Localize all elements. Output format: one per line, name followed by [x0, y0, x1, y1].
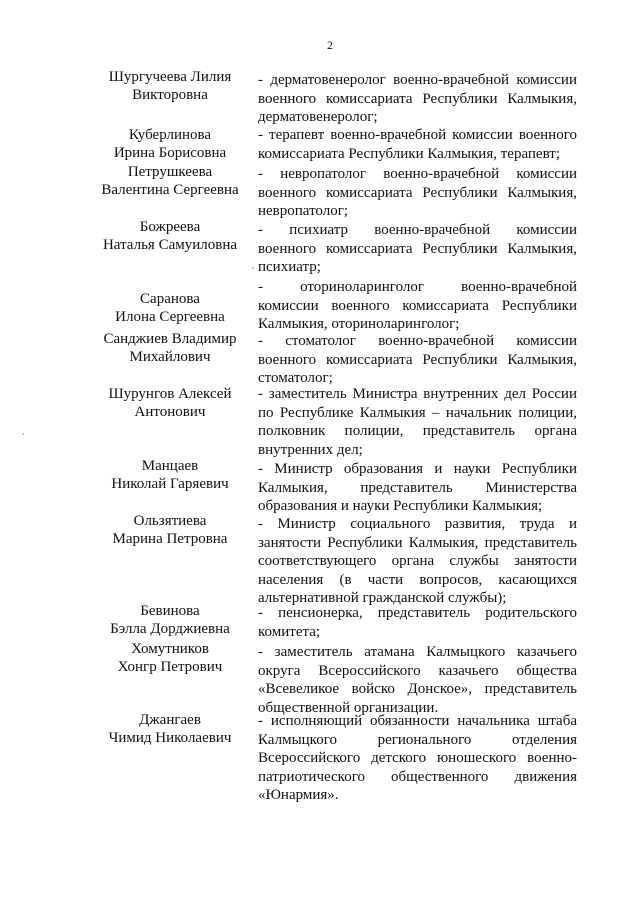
role-line: невропатолог;	[258, 203, 349, 219]
role-line: - заместитель Министра внутренних дел России	[258, 386, 577, 402]
member-role	[258, 385, 577, 459]
role-line: психиатр;	[258, 259, 321, 275]
member-role	[258, 604, 577, 641]
role-line: занятости Республики Калмыкия, представитель	[258, 534, 577, 551]
role-line: стоматолог;	[258, 370, 333, 386]
role-line: общественной организации.	[258, 699, 439, 716]
role-line: комиссии военного комиссариата Республики	[258, 297, 577, 314]
member-given-line: Михайлович	[129, 349, 211, 365]
member-name	[80, 385, 260, 421]
member-given-line: Викторовна	[132, 87, 208, 103]
member-given-line: Ирина Борисовна	[113, 145, 227, 161]
member-given-line: Наталья Самуиловна	[102, 237, 238, 253]
member-given-line: Бэлла Дорджиевна	[110, 621, 230, 637]
member-given-line: Хонгр Петрович	[117, 659, 223, 675]
member-role	[258, 126, 577, 163]
role-line: Калмыцкого регионального отделения	[258, 731, 577, 748]
member-surname-line: Шургучеева Лилия	[108, 69, 232, 85]
member-surname-line: Саранова	[140, 291, 200, 307]
role-line: - Министр образования и науки Республики	[258, 461, 577, 477]
role-line: комиссариата Республики Калмыкия, терапевт;	[258, 145, 561, 162]
member-given-line: Валентина Сергеевна	[101, 182, 239, 198]
role-line: округа Всероссийского казачьего общества	[258, 662, 577, 679]
member-name	[80, 290, 260, 326]
role-line: - стоматолог военно-врачебной комиссии	[258, 333, 577, 349]
member-surname-line: Хомутников	[131, 641, 209, 657]
member-surname-line: Петрушкеева	[127, 164, 213, 180]
member-role	[258, 712, 577, 805]
member-role	[258, 221, 577, 277]
member-given-line: Илона Сергеевна	[115, 309, 225, 325]
member-surname-line: Куберлинова	[128, 127, 212, 143]
member-surname-line: Шурунгов Алексей	[108, 386, 232, 402]
member-role	[258, 165, 577, 221]
member-role	[258, 643, 577, 717]
member-role	[258, 278, 577, 334]
role-line: военного комиссариата Республики Калмыкия,	[258, 90, 577, 107]
role-line: - невропатолог военно-врачебной комиссии	[258, 166, 577, 182]
role-line: - дерматовенеролог военно-врачебной комиссии	[258, 72, 577, 88]
role-line: соответствующего органа службы занятости	[258, 553, 577, 569]
page-number: 2	[327, 38, 333, 52]
role-line: - пенсионерка, представитель родительского	[258, 605, 577, 621]
role-line: - оториноларинголог военно-врачебной	[258, 279, 577, 295]
member-surname-line: Божреева	[139, 219, 201, 235]
member-name	[80, 512, 260, 548]
member-name	[80, 330, 260, 366]
role-line: патриотического общественного движения	[258, 768, 577, 785]
member-name	[80, 640, 260, 676]
member-role	[258, 71, 577, 127]
role-line: полковник полиции, представитель органа	[258, 423, 577, 439]
role-line: военного комиссариата Республики Калмыкия,	[258, 240, 577, 257]
member-given-line: Марина Петровна	[112, 531, 228, 547]
role-line: - психиатр военно-врачебной комиссии	[258, 222, 577, 238]
role-line: дерматовенеролог;	[258, 109, 378, 125]
role-line: «Юнармия».	[258, 787, 339, 803]
member-name	[80, 163, 260, 199]
member-role	[258, 332, 577, 388]
member-given-line: Чимид Николаевич	[108, 730, 232, 746]
role-line: - исполняющий обязанности начальника штаба	[258, 713, 577, 729]
member-role	[258, 515, 577, 608]
role-line: образования и науки Республики Калмыкия;	[258, 498, 543, 514]
member-name	[80, 126, 260, 162]
role-line: Калмыкия, оториноларинголог;	[258, 316, 460, 332]
scan-speck	[22, 433, 24, 435]
member-surname-line: Санджиев Владимир	[103, 331, 237, 347]
member-given-line: Антонович	[134, 404, 206, 420]
member-given-line: Николай Гаряевич	[111, 476, 229, 492]
scan-speck	[252, 267, 254, 269]
member-name	[80, 711, 260, 747]
member-name	[80, 68, 260, 104]
role-line: по Республике Калмыкия – начальник полиции,	[258, 404, 577, 421]
role-line: «Всевеликое войско Донское», представитель	[258, 681, 577, 697]
role-line: внутренних дел;	[258, 441, 363, 458]
role-line: населения (в части вопросов, касающихся	[258, 571, 577, 588]
member-surname-line: Джангаев	[139, 712, 201, 728]
member-surname-line: Ользятиева	[133, 513, 207, 529]
role-line: Всероссийского детского юношеского военно-	[258, 750, 577, 766]
role-line: военного комиссариата Республики Калмыкия,	[258, 184, 577, 201]
member-surname-line: Бевинова	[140, 603, 200, 619]
role-line: военного комиссариата Республики Калмыкия,	[258, 351, 577, 368]
member-name	[80, 457, 260, 493]
member-role	[258, 460, 577, 516]
member-name	[80, 218, 260, 254]
role-line: - терапевт военно-врачебной комиссии военного	[258, 127, 577, 143]
role-line: комитета;	[258, 623, 321, 640]
role-line: - заместитель атамана Калмыцкого казачьего	[258, 644, 577, 660]
role-line: Калмыкия, представитель Министерства	[258, 479, 577, 496]
member-surname-line: Манцаев	[141, 458, 199, 474]
role-line: - Министр социального развития, труда и	[258, 516, 577, 532]
role-line: альтернативной гражданской службы);	[258, 590, 507, 606]
member-name	[80, 602, 260, 638]
